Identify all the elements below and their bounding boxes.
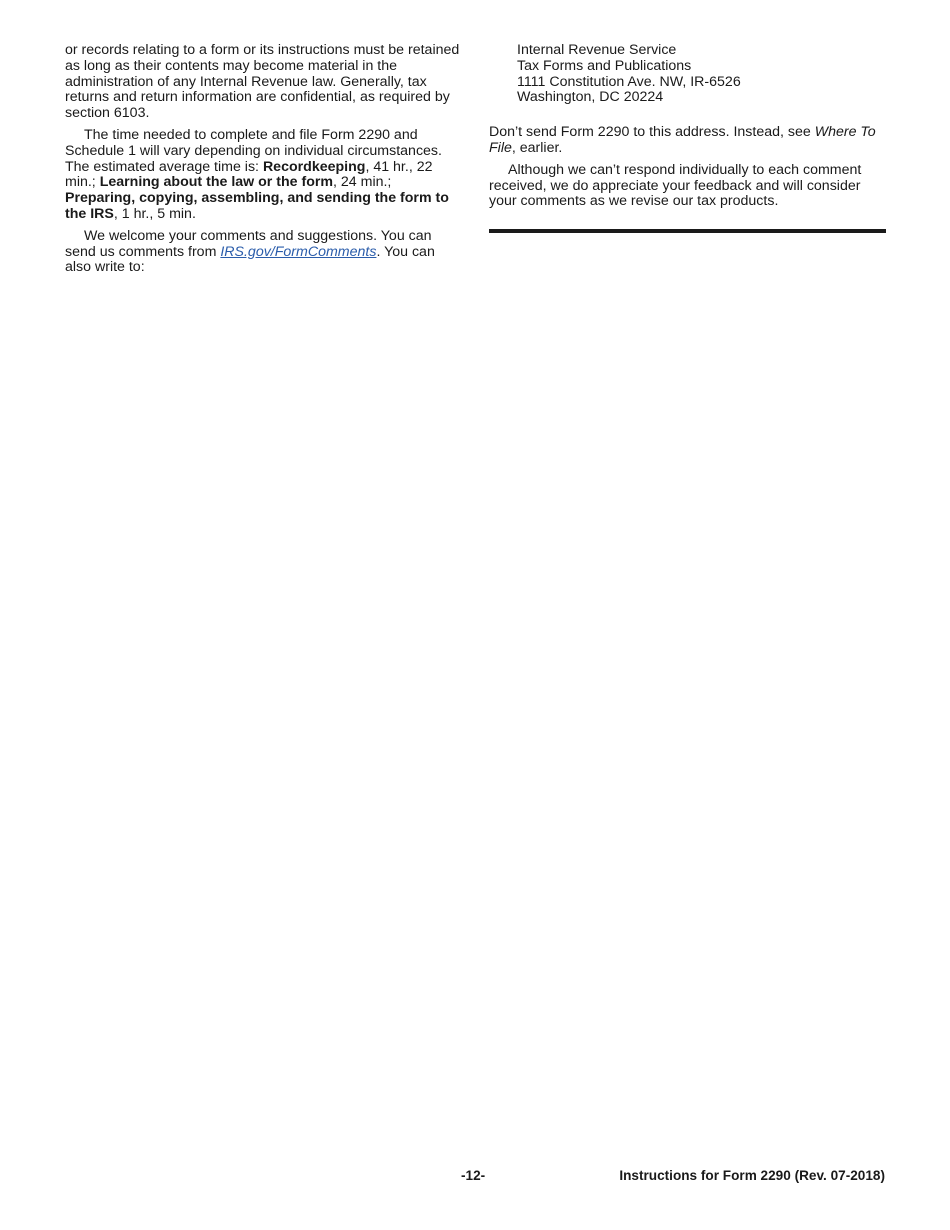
- mailing-address: [517, 43, 886, 106]
- comments-text-after: . You can also write to:: [65, 243, 435, 276]
- recordkeeping-value: , 41 hr., 22 min.;: [65, 158, 433, 191]
- address-line: Tax Forms and Publications: [517, 57, 692, 74]
- end-rule-divider: [489, 229, 886, 233]
- time-estimate-intro: The time needed to complete and file Form 2290 and Schedule 1 will vary depending on individual circumstances. The estimated average time is:: [65, 126, 442, 175]
- privacy-paragraph: or records relating to a form or its instructions must be retained as long as their contents may become material in the administration of any Internal Revenue law. Generally, tax returns and return information are confidential, as required by section 6103.: [65, 42, 460, 122]
- address-line: Internal Revenue Service: [517, 42, 677, 58]
- learning-value: , 24 min.;: [333, 174, 392, 191]
- comments-paragraph: [65, 229, 463, 276]
- recordkeeping-label: Recordkeeping: [262, 158, 366, 175]
- right-column: [489, 43, 886, 233]
- preparing-label: Preparing, copying, assembling, and sending the form to the IRS: [65, 190, 449, 222]
- time-estimate-paragraph: [65, 128, 463, 223]
- dont-send-text-after: , earlier.: [511, 139, 563, 156]
- where-to-file-reference: Where To File: [489, 124, 876, 156]
- footer-title: Instructions for Form 2290 (Rev. 07-2018): [619, 1168, 885, 1183]
- preparing-value: , 1 hr., 5 min.: [113, 205, 196, 222]
- dont-send-paragraph: [489, 125, 886, 157]
- left-column: [65, 43, 463, 282]
- dont-send-text-before: Don’t send Form 2290 to this address. Instead, see: [489, 124, 815, 141]
- form-comments-link[interactable]: IRS.gov/FormComments: [220, 243, 377, 260]
- address-line: 1111 Constitution Ave. NW, IR-6526: [517, 73, 741, 90]
- address-line: Washington, DC 20224: [517, 89, 664, 106]
- learning-label: Learning about the law or the form: [99, 174, 334, 191]
- comments-text-before: We welcome your comments and suggestions. You can send us comments from: [65, 227, 432, 260]
- feedback-paragraph: Although we can’t respond individually to each comment received, we do appreciate your feedback and will consider your comments as we revise our tax products.: [489, 161, 862, 210]
- page-number: -12-: [461, 1168, 486, 1183]
